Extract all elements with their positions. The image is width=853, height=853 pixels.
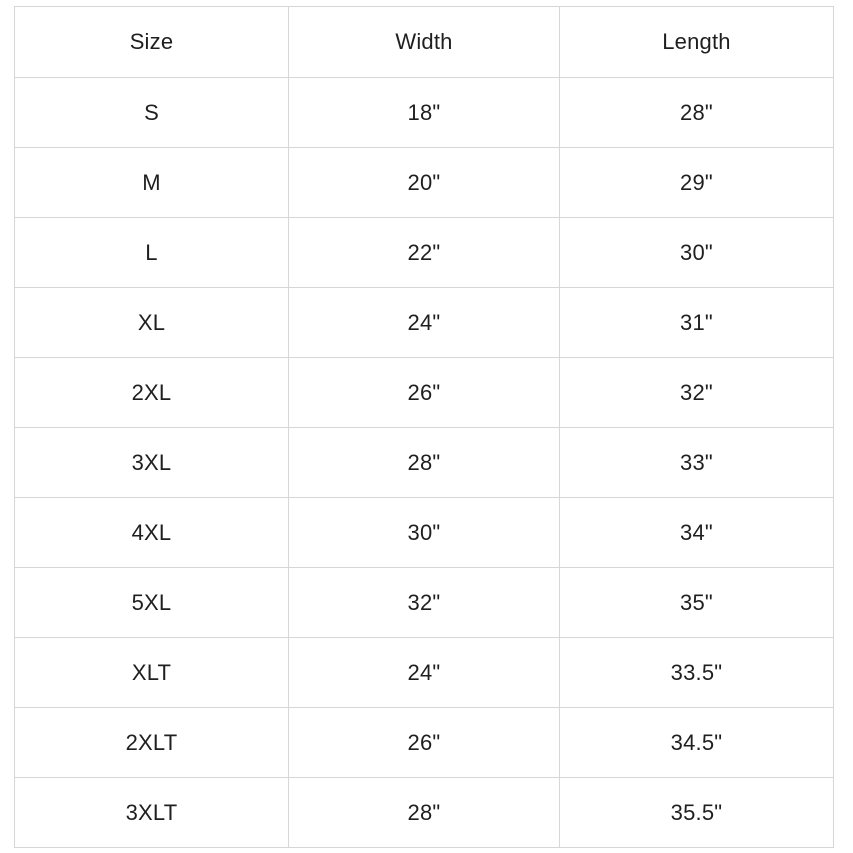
cell-length: 35" — [560, 568, 834, 638]
cell-size: 2XLT — [15, 708, 289, 778]
cell-size: 3XL — [15, 428, 289, 498]
cell-length: 29" — [560, 148, 834, 218]
cell-length: 31" — [560, 288, 834, 358]
table-row — [15, 638, 834, 708]
column-header-length: Length — [560, 7, 834, 78]
table-row — [15, 288, 834, 358]
cell-size: M — [15, 148, 289, 218]
table-row — [15, 778, 834, 848]
table-body — [15, 78, 834, 848]
cell-size: L — [15, 218, 289, 288]
table-row — [15, 78, 834, 148]
cell-width: 24" — [289, 638, 560, 708]
cell-width: 32" — [289, 568, 560, 638]
cell-width: 22" — [289, 218, 560, 288]
cell-width: 18" — [289, 78, 560, 148]
cell-length: 32" — [560, 358, 834, 428]
column-header-size: Size — [15, 7, 289, 78]
cell-length: 33" — [560, 428, 834, 498]
cell-width: 26" — [289, 358, 560, 428]
cell-width: 24" — [289, 288, 560, 358]
cell-size: XLT — [15, 638, 289, 708]
cell-size: XL — [15, 288, 289, 358]
cell-width: 26" — [289, 708, 560, 778]
cell-size: 4XL — [15, 498, 289, 568]
table-row — [15, 498, 834, 568]
cell-width: 20" — [289, 148, 560, 218]
cell-width: 30" — [289, 498, 560, 568]
cell-length: 34.5" — [560, 708, 834, 778]
cell-size: 3XLT — [15, 778, 289, 848]
table-row — [15, 708, 834, 778]
size-chart-table — [14, 6, 834, 848]
table-header — [15, 7, 834, 78]
cell-length: 34" — [560, 498, 834, 568]
cell-length: 30" — [560, 218, 834, 288]
table-row — [15, 218, 834, 288]
column-header-width: Width — [289, 7, 560, 78]
table-row — [15, 148, 834, 218]
table-row — [15, 568, 834, 638]
cell-size: 2XL — [15, 358, 289, 428]
cell-length: 28" — [560, 78, 834, 148]
cell-length: 35.5" — [560, 778, 834, 848]
table-header-row — [15, 7, 834, 78]
cell-size: S — [15, 78, 289, 148]
table-row — [15, 428, 834, 498]
table-row — [15, 358, 834, 428]
cell-size: 5XL — [15, 568, 289, 638]
cell-length: 33.5" — [560, 638, 834, 708]
cell-width: 28" — [289, 428, 560, 498]
cell-width: 28" — [289, 778, 560, 848]
